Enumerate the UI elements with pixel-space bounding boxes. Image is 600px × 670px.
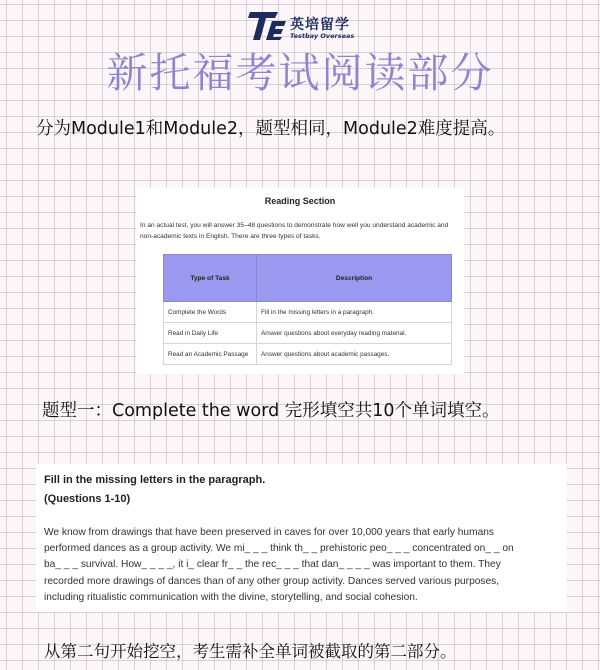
task-type-cell: Read an Academic Passage — [164, 344, 257, 365]
page-subtitle: 分为Module1和Module2，题型相同，Module2难度提高。 — [36, 119, 506, 139]
brand-name-cn: 英培留学 — [290, 17, 350, 33]
fill-in-paragraph — [44, 525, 564, 606]
table-row — [164, 302, 452, 323]
table-row — [164, 323, 452, 344]
fill-in-title: Fill in the missing letters in the paragraph. — [44, 474, 266, 486]
task-type-cell: Complete the Words — [164, 302, 257, 323]
fill-in-question-range: (Questions 1-10) — [44, 493, 131, 505]
reading-section-title: Reading Section — [264, 196, 336, 206]
task-types-table — [163, 254, 452, 365]
footer-note: 从第二句开始挖空，考生需补全单词被截取的第二部分。 — [44, 642, 457, 661]
task-description-cell: Answer questions about everyday reading material. — [257, 323, 452, 344]
reading-section-description: In an actual test, you will answer 35–48 questions to demonstrate how well you understand academic and non-academic texts in English. There are three types of tasks. — [140, 222, 449, 240]
task-type-cell: Read in Daily Life — [164, 323, 257, 344]
question-type-heading: 题型一：Complete the word 完形填空共10个单词填空。 — [42, 401, 500, 421]
brand-logo — [248, 8, 358, 44]
paragraph-line: We know from drawings that have been preserved in caves for over 10,000 years that early humans — [44, 527, 494, 538]
table-row — [164, 344, 452, 365]
column-header: Description — [257, 255, 452, 302]
paragraph-line: recorded more drawings of dances than of any other group activity. Dances served various purposes, — [44, 575, 500, 587]
fill-in-card — [36, 464, 567, 612]
testbay-logo-icon — [248, 8, 288, 44]
brand-name-en: Testbay Overseas — [290, 32, 355, 40]
paragraph-line: performed dances as a group activity. We mi_ _ _ think th_ _ prehistoric peo_ _ _ concentrated on_ _ on — [44, 543, 514, 555]
page-title: 新托福考试阅读部分 — [106, 49, 494, 97]
paragraph-line: ba_ _ _ survival. How_ _ _ _, it i_ clear fr_ _ the rec_ _ _ that dan_ _ _ _ was important to them. They — [44, 559, 501, 571]
table-header-row — [164, 255, 452, 302]
task-description-cell: Fill in the missing letters in a paragraph. — [257, 302, 452, 323]
column-header: Type of Task — [164, 255, 257, 302]
reading-section-card — [136, 188, 464, 374]
task-description-cell: Answer questions about academic passages. — [257, 344, 452, 365]
paragraph-line: including ritualistic communication with the divine, storytelling, and social cohesion. — [44, 591, 418, 603]
